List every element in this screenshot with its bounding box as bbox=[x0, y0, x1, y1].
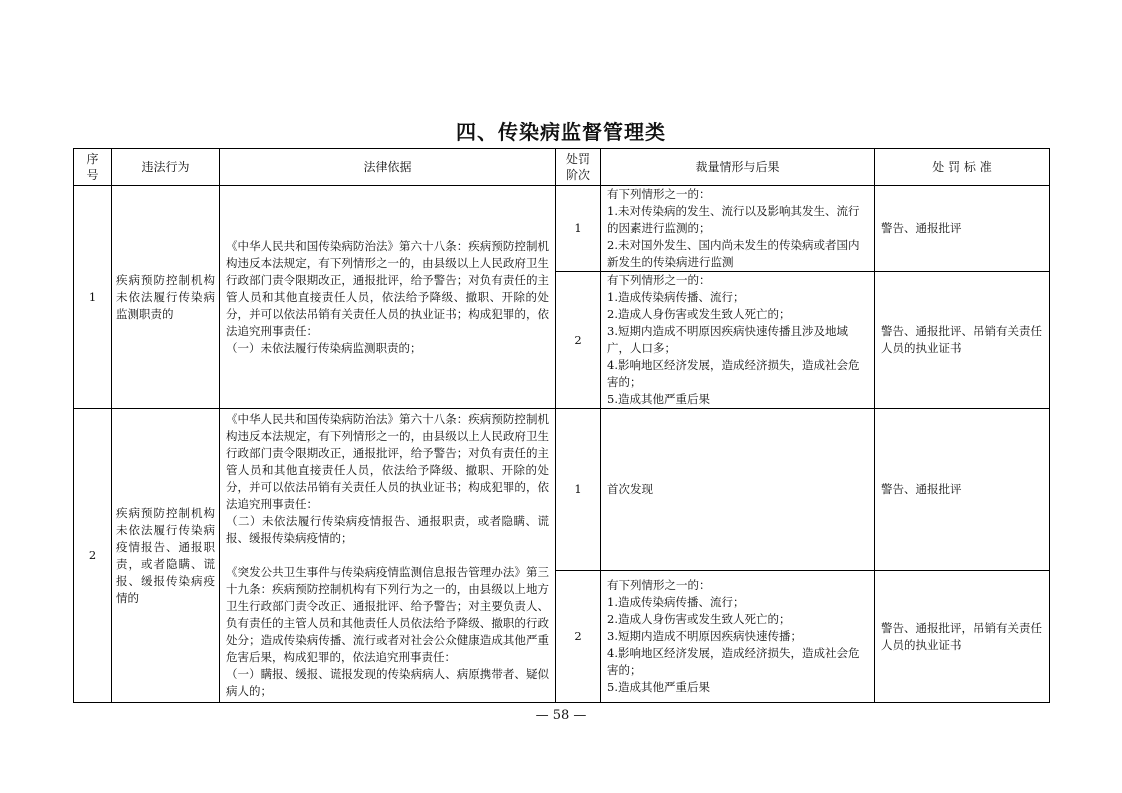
row-standard: 警告、通报批评 bbox=[875, 186, 1050, 272]
page-title: 四、传染病监督管理类 bbox=[456, 120, 666, 144]
row-legal-basis: 《中华人民共和国传染病防治法》第六十八条：疾病预防控制机构违反本法规定，有下列情形之一的，由县级以上人民政府卫生行政部门责令限期改正，通报批评，给予警告；对负有责任的主管人员和其他直接责任人员，依法给予降级、撤职、开除的处分，并可以依法吊销有关责任人员的执业证书；构成犯罪的，依法追究刑事责任： （一）未依法履行传染病监测职责的； bbox=[220, 186, 556, 409]
row-circumstance: 有下列情形之一的： 1.造成传染病传播、流行； 2.造成人身伤害或发生致人死亡的； 3.短期内造成不明原因疾病快速传播； 4.影响地区经济发展，造成经济损失，造成社会危害的； 5.造成其他严重后果 bbox=[601, 571, 875, 703]
penalty-table bbox=[73, 148, 1050, 703]
header-standard: 处 罚 标 准 bbox=[875, 149, 1050, 186]
row-standard: 警告、通报批评 bbox=[875, 409, 1050, 571]
header-seq: 序 号 bbox=[74, 149, 112, 186]
row-seq: 2 bbox=[74, 409, 112, 703]
row-circumstance: 有下列情形之一的： 1.造成传染病传播、流行； 2.造成人身伤害或发生致人死亡的； 3.短期内造成不明原因疾病快速传播且涉及地域广，人口多； 4.影响地区经济发展，造成经济损失，造成社会危害的； 5.造成其他严重后果 bbox=[601, 272, 875, 409]
row-stage: 2 bbox=[556, 571, 601, 703]
row-violation: 疾病预防控制机构未依法履行传染病监测职责的 bbox=[112, 186, 220, 409]
row-standard: 警告、通报批评，吊销有关责任人员的执业证书 bbox=[875, 571, 1050, 703]
header-legal-basis: 法律依据 bbox=[220, 149, 556, 186]
row-violation: 疾病预防控制机构未依法履行传染病疫情报告、通报职责，或者隐瞒、谎报、缓报传染病疫情的 bbox=[112, 409, 220, 703]
row-stage: 2 bbox=[556, 272, 601, 409]
row-seq: 1 bbox=[74, 186, 112, 409]
table-row bbox=[74, 186, 1050, 272]
row-legal-basis: 《中华人民共和国传染病防治法》第六十八条：疾病预防控制机构违反本法规定，有下列情形之一的，由县级以上人民政府卫生行政部门责令限期改正，通报批评，给予警告；对负有责任的主管人员和其他直接责任人员，依法给予降级、撤职、开除的处分，并可以依法吊销有关责任人员的执业证书；构成犯罪的，依法追究刑事责任： （二）未依法履行传染病疫情报告、通报职责，或者隐瞒、谎报、缓报传染病疫情的； 《突发公共卫生事件与传染病疫情监测信息报告管理办法》第三十九条：疾病预防控制机构有下列行为之一的，由县级以上地方卫生行政部门责令改正、通报批评、给予警告；对主要负责人、负有责任的主管人员和其他责任人员依法给予降级、撤职的行政处分；造成传染病传播、流行或者对社会公众健康造成其他严重危害后果，构成犯罪的，依法追究刑事责任： （一）瞒报、缓报、谎报发现的传染病病人、病原携带者、疑似病人的； bbox=[220, 409, 556, 703]
row-stage: 1 bbox=[556, 409, 601, 571]
header-row bbox=[74, 149, 1050, 186]
row-stage: 1 bbox=[556, 186, 601, 272]
row-circumstance: 有下列情形之一的： 1.未对传染病的发生、流行以及影响其发生、流行的因素进行监测的； 2.未对国外发生、国内尚未发生的传染病或者国内新发生的传染病进行监测 bbox=[601, 186, 875, 272]
page-number: — 58 — bbox=[535, 708, 587, 723]
row-circumstance: 首次发现 bbox=[601, 409, 875, 571]
header-stage: 处罚 阶次 bbox=[556, 149, 601, 186]
header-circumstance: 裁量情形与后果 bbox=[601, 149, 875, 186]
table-row bbox=[74, 409, 1050, 571]
row-standard: 警告、通报批评、吊销有关责任人员的执业证书 bbox=[875, 272, 1050, 409]
header-violation: 违法行为 bbox=[112, 149, 220, 186]
